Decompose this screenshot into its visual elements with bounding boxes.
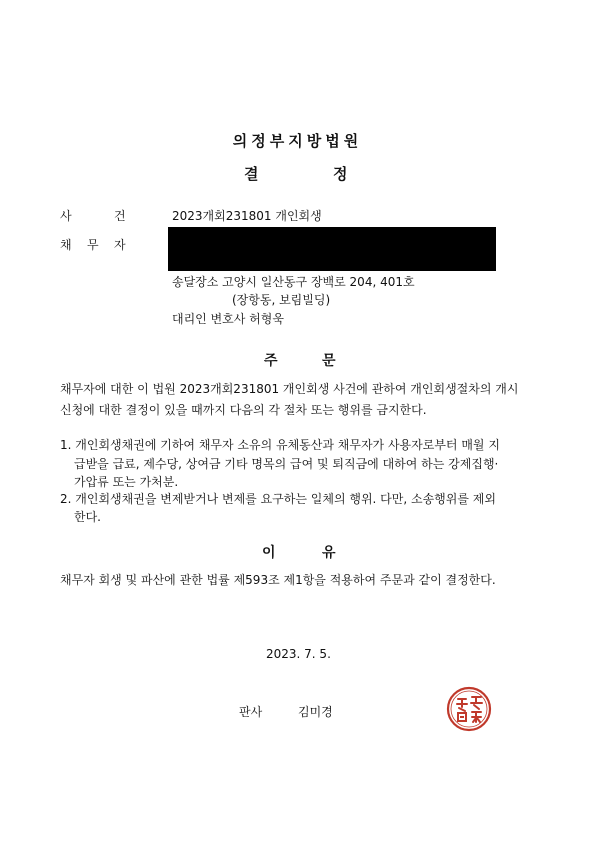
order-item2-line2: 한다. xyxy=(74,510,101,524)
delivery-address-detail: (장항동, 보림빌딩) xyxy=(232,293,331,307)
order-heading-right: 문 xyxy=(322,353,336,369)
agent-lawyer: 대리인 변호사 허형욱 xyxy=(172,312,284,326)
court-name: 의정부지방법원 xyxy=(232,132,363,150)
reason-text: 채무자 회생 및 파산에 관한 법률 제593조 제1항을 적용하여 주문과 같이 결정한다. xyxy=(60,573,496,587)
judge-title: 판사 xyxy=(239,705,263,719)
judge-seal-stamp xyxy=(446,686,492,732)
judge-name: 김미경 xyxy=(298,705,333,719)
decision-date: 2023. 7. 5. xyxy=(266,647,331,661)
debtor-label-3: 자 xyxy=(114,238,126,252)
doc-title-left: 결 xyxy=(244,165,259,183)
doc-title-right: 정 xyxy=(333,165,348,183)
order-item1-line3: 가압류 또는 가처분. xyxy=(74,475,179,489)
debtor-label-2: 무 xyxy=(87,238,99,252)
order-item1-line1: 1. 개인회생채권에 기하여 채무자 소유의 유체동산과 채무자가 사용자로부터 매월 지 xyxy=(60,438,500,452)
order-intro-line1: 채무자에 대한 이 법원 2023개회231801 개인회생 사건에 관하여 개인회생절차의 개시 xyxy=(60,382,519,396)
reason-heading-left: 이 xyxy=(262,545,276,561)
order-item2-line1: 2. 개인회생채권을 변제받거나 변제를 요구하는 일체의 행위. 다만, 소송행위를 제외 xyxy=(60,492,496,506)
order-heading-left: 주 xyxy=(264,353,278,369)
order-item1-line2: 급받을 급료, 제수당, 상여금 기타 명목의 급여 및 퇴직금에 대하여 하는 강제집행· xyxy=(74,457,499,471)
case-label-left: 사 xyxy=(60,209,72,223)
reason-heading-right: 유 xyxy=(322,545,336,561)
case-value: 2023개회231801 개인회생 xyxy=(172,209,322,223)
case-label-right: 건 xyxy=(114,209,126,223)
order-intro-line2: 신청에 대한 결정이 있을 때까지 다음의 각 절차 또는 행위를 금지한다. xyxy=(60,403,427,417)
debtor-label-1: 채 xyxy=(60,238,72,252)
delivery-address: 송달장소 고양시 일산동구 장백로 204, 401호 xyxy=(172,275,415,289)
redaction-block xyxy=(168,227,496,271)
